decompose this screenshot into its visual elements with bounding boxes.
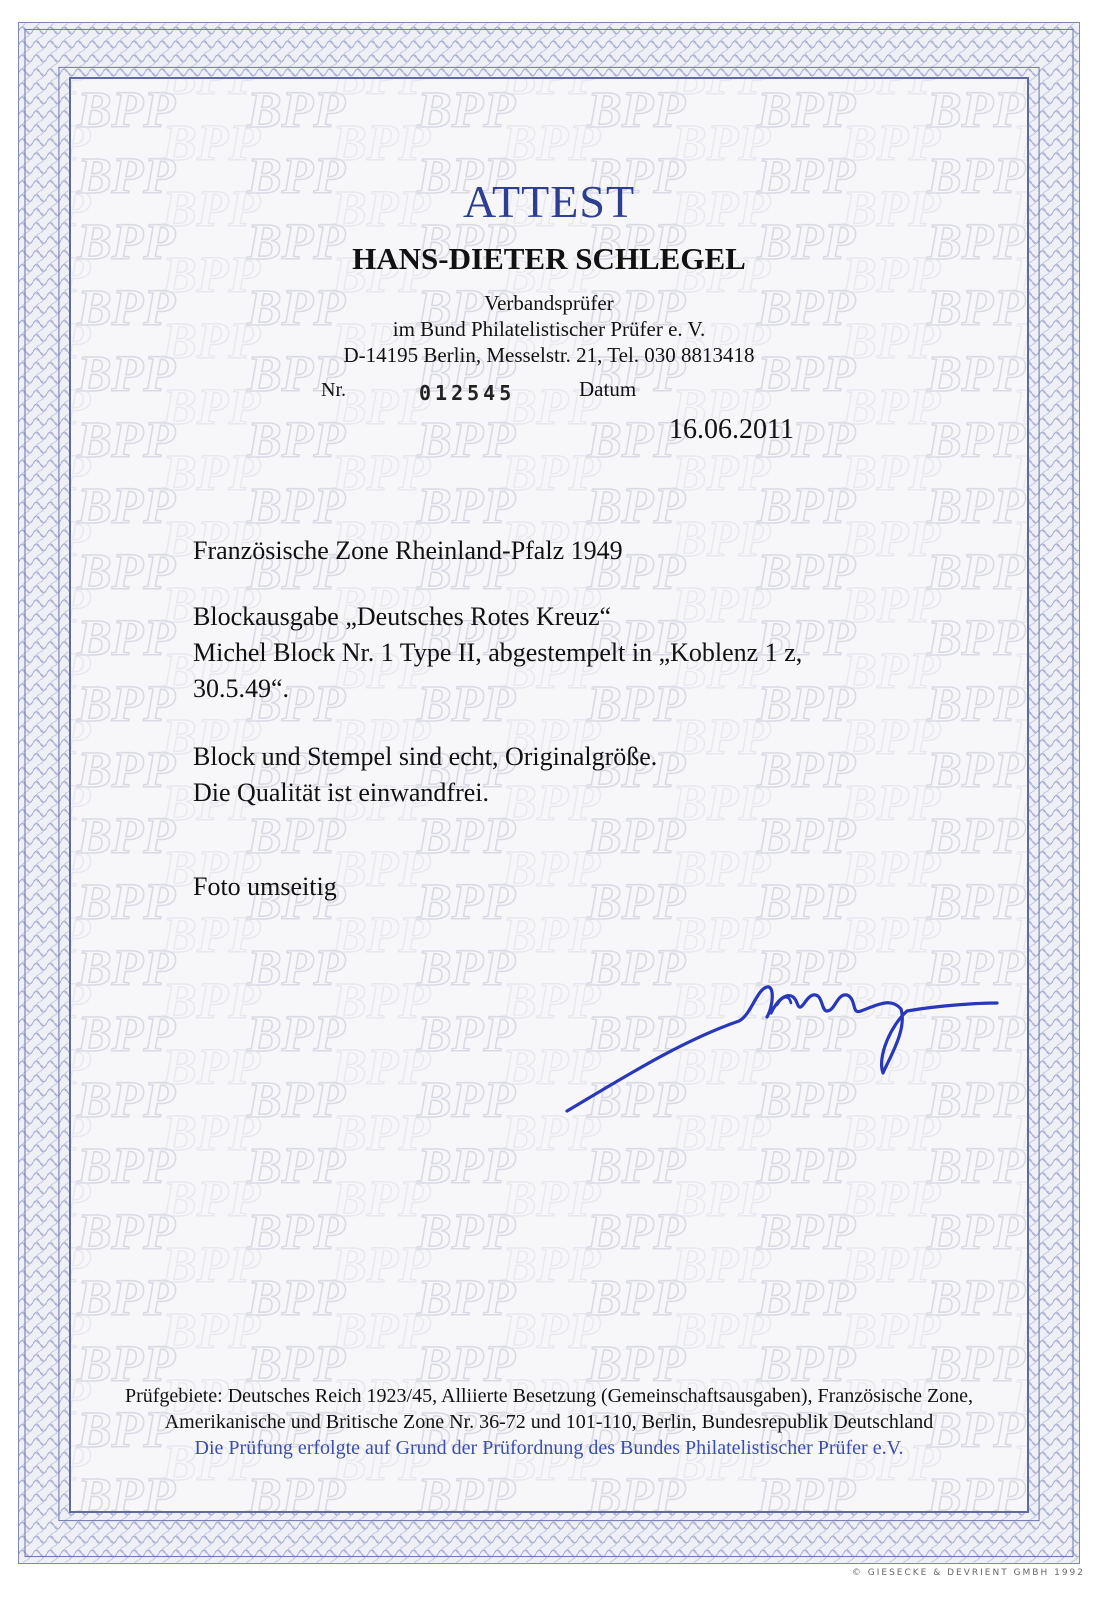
date-label: Datum <box>579 377 637 401</box>
verdict-line-2: Die Qualität ist einwandfrei. <box>193 778 490 807</box>
examiner-address: D-14195 Berlin, Messelstr. 21, Tel. 030 8813418 <box>343 343 755 367</box>
description-line-2: Michel Block Nr. 1 Type II, abgestempelt in „Koblenz 1 z, <box>193 638 803 667</box>
examiner-role: Verbandsprüfer <box>484 291 614 315</box>
certificate-date: 16.06.2011 <box>669 414 794 445</box>
photo-note: Foto umseitig <box>193 872 337 901</box>
footer-line-3: Die Prüfung erfolgte auf Grund der Prüfordnung des Bundes Philatelistischer Prüfer e.V. <box>194 1437 904 1459</box>
description-line-3: 30.5.49“. <box>193 674 290 703</box>
copyright-note: © GIESECKE & DEVRIENT GMBH 1992 <box>851 1568 1085 1578</box>
certificate-number: 012545 <box>419 381 516 405</box>
handwritten-signature <box>561 969 1001 1119</box>
number-label: Nr. <box>321 379 346 401</box>
certificate-body <box>69 77 1029 1513</box>
footer-line-2: Amerikanische und Britische Zone Nr. 36-72 und 101-110, Berlin, Bundesrepublik Deutschland <box>164 1411 934 1433</box>
description-line-1: Blockausgabe „Deutsches Rotes Kreuz“ <box>193 602 612 631</box>
verdict-line-1: Block und Stempel sind echt, Originalgröße. <box>193 742 658 771</box>
examiner-association: im Bund Philatelistischer Prüfer e. V. <box>392 317 706 341</box>
certificate-sheet <box>18 22 1080 1564</box>
examiner-name: HANS-DIETER SCHLEGEL <box>352 241 746 276</box>
issue-line: Französische Zone Rheinland-Pfalz 1949 <box>193 536 623 565</box>
certificate-title: ATTEST <box>462 176 636 227</box>
footer-line-1: Prüfgebiete: Deutsches Reich 1923/45, Alliierte Besetzung (Gemeinschaftsausgaben), Französische Zone, <box>124 1385 974 1407</box>
